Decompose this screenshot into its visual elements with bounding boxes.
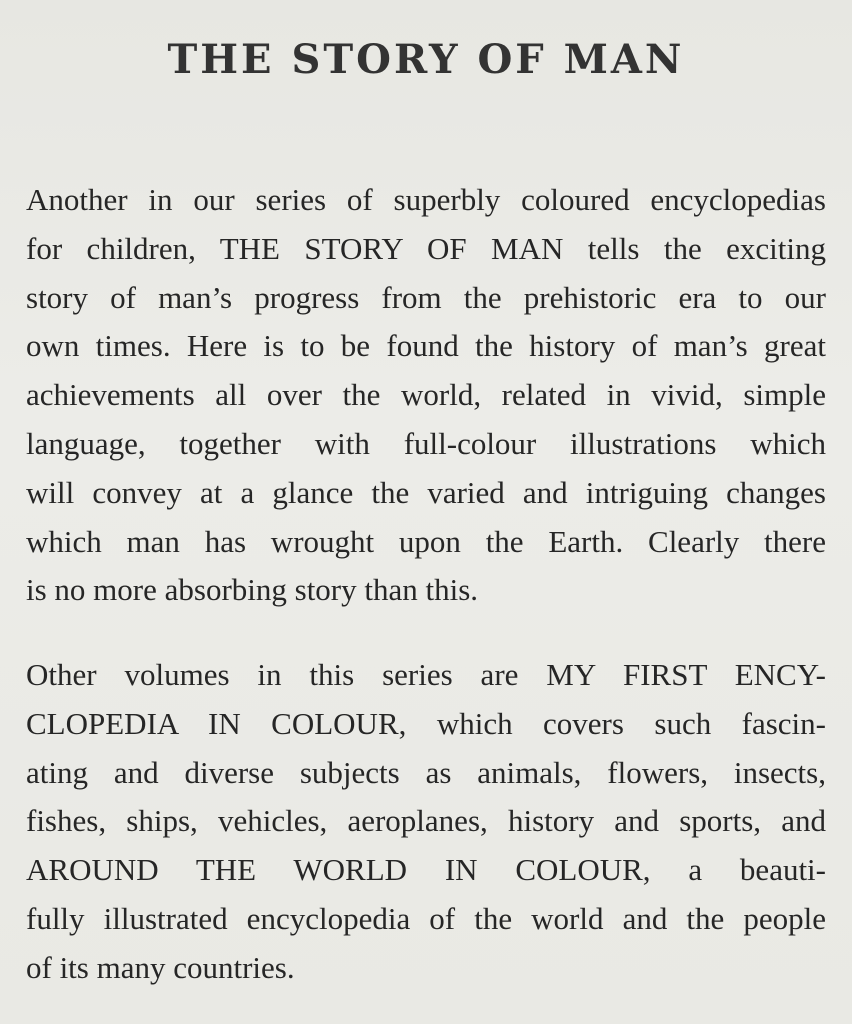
text-line: Another in our series of superbly coloured encyclopedias <box>26 182 826 217</box>
text-line: Other volumes in this series are MY FIRST ENCY- <box>26 657 826 692</box>
text-line: fully illustrated encyclopedia of the world and the people <box>26 900 826 936</box>
other-volumes-paragraph <box>26 651 826 993</box>
text-line: ating and diverse subjects as animals, flowers, insects, <box>26 754 826 790</box>
description-paragraph <box>26 176 826 615</box>
text-line: for children, THE STORY OF MAN tells the exciting <box>26 230 826 266</box>
text-line: AROUND THE WORLD IN COLOUR, a beauti- <box>26 852 826 888</box>
text-line: language, together with full-colour illustrations which <box>26 425 826 461</box>
page-title: THE STORY OF MAN <box>167 36 685 83</box>
text-line: fishes, ships, vehicles, aeroplanes, history and sports, and <box>26 803 826 839</box>
text-line: story of man’s progress from the prehistoric era to our <box>26 279 826 315</box>
text-line: is no more absorbing story than this. <box>26 572 479 608</box>
text-line: own times. Here is to be found the history of man’s great <box>26 328 826 364</box>
text-line: achievements all over the world, related in vivid, simple <box>26 377 826 413</box>
text-line: CLOPEDIA IN COLOUR, which covers such fascin- <box>26 705 826 741</box>
text-line: which man has wrought upon the Earth. Clearly there <box>26 523 826 559</box>
text-line: will convey at a glance the varied and intriguing changes <box>26 474 826 510</box>
text-line: of its many countries. <box>26 949 295 985</box>
